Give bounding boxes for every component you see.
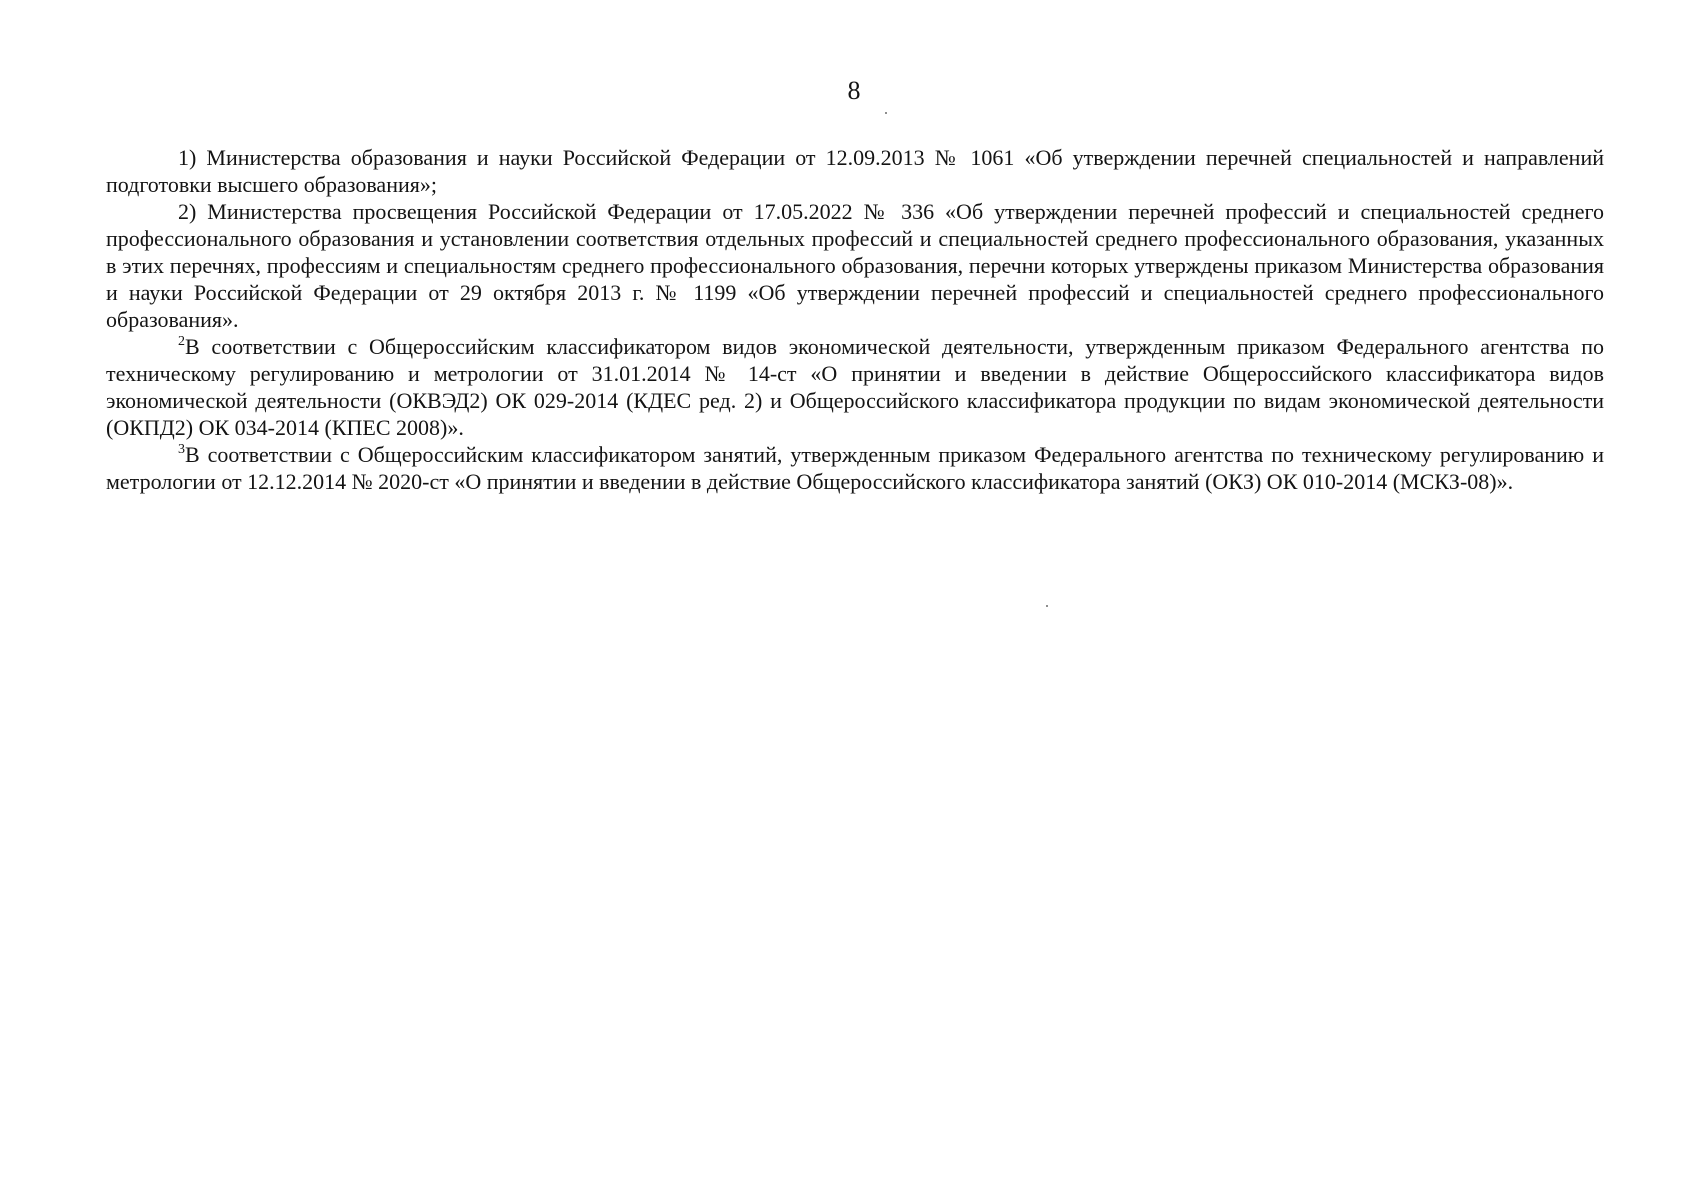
paragraph-order-1061 [106,144,1604,198]
paragraph-text: 1) Министерства образования и науки Российской Федерации от 12.09.2013 № 1061 «Об утверждении перечней специальностей и направлений подготовки высшего образования»; [106,145,1604,197]
footnote-text: В соответствии с Общероссийским классификатором видов экономической деятельности, утвержденным приказом Федерального агентства по техническому регулированию и метрологии от 31.01.2014 № 14-ст «О принятии и введении в действие Общероссийского классификатора видов экономической деятельности (ОКВЭД2) ОК 029-2014 (КДЕС ред. 2) и Общероссийского классификатора продукции по видам экономической деятельности (ОКПД2) ОК 034-2014 (КПЕС 2008)». [106,334,1604,440]
footnote-marker: 3 [178,442,185,457]
scan-speck [885,112,887,114]
footnote-3 [106,441,1604,495]
paragraph-order-336 [106,198,1604,333]
footnote-marker: 2 [178,334,185,349]
footnote-2 [106,333,1604,441]
scan-speck [1046,605,1048,607]
footnote-text: В соответствии с Общероссийским классификатором занятий, утвержденным приказом Федерального агентства по техническому регулированию и метрологии от 12.12.2014 № 2020-ст «О принятии и введении в действие Общероссийского классификатора занятий (ОКЗ) ОК 010-2014 (МСКЗ-08)». [106,442,1604,494]
footnote-text-block [106,144,1604,495]
page-number: 8 [847,76,861,105]
paragraph-text: 2) Министерства просвещения Российской Федерации от 17.05.2022 № 336 «Об утверждении перечней профессий и специальностей среднего профессионального образования и установлении соответствия отдельных профессий и специальностей среднего профессионального образования, указанных в этих перечнях, профессиям и специальностям среднего профессионального образования, перечни которых утверждены приказом Министерства образования и науки Российской Федерации от 29 октября 2013 г. № 1199 «Об утверждении перечней профессий и специальностей среднего профессионального образования». [106,199,1604,332]
